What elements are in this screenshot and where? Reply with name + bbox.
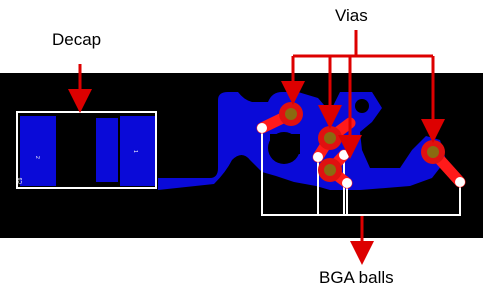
via-icon (318, 158, 342, 182)
bga-balls-label: BGA balls (319, 268, 394, 287)
vias-label: Vias (335, 6, 368, 25)
bga-ball-icon (339, 150, 349, 160)
decap-corner-mark: C9 (18, 177, 24, 184)
decap-pad-mark-right: 1 (132, 150, 138, 153)
bga-ball-icon (342, 178, 352, 188)
via-icon (318, 126, 342, 150)
via-icon (279, 102, 303, 126)
bga-ball-icon (313, 152, 323, 162)
decap-label: Decap (52, 30, 102, 49)
via-icon (421, 140, 445, 164)
decap-pad-mark-left: 2 (34, 156, 40, 159)
bga-ball-icon (257, 123, 267, 133)
bga-ball-icon (455, 177, 465, 187)
